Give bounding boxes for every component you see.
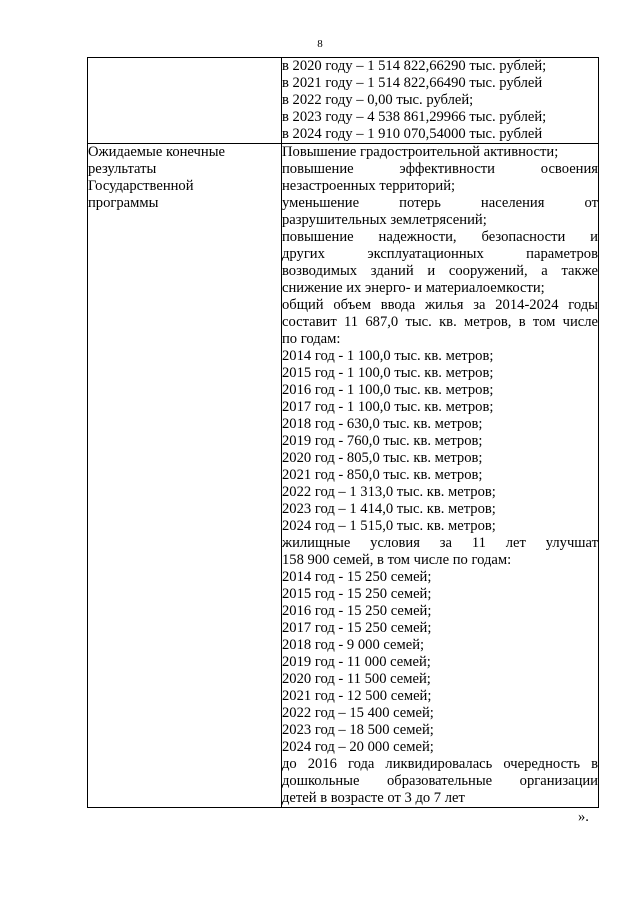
results-line: детей в возрасте от 3 до 7 лет: [282, 790, 465, 806]
results-line: 2014 год - 15 250 семей;: [282, 569, 432, 585]
results-line: 2015 год - 15 250 семей;: [282, 586, 432, 602]
results-label-line: Ожидаемые конечные: [88, 144, 225, 160]
funding-value-cell: [282, 58, 599, 144]
results-line: 2023 год – 1 414,0 тыс. кв. метров;: [282, 501, 496, 517]
funding-row: [88, 58, 599, 144]
results-label-line: результаты: [88, 161, 157, 177]
results-line: снижение их энерго- и материалоемкости;: [282, 280, 545, 296]
results-line: незастроенных территорий;: [282, 178, 456, 194]
closing-quote-mark: ».: [578, 809, 589, 825]
results-line: повышение надежности, безопасности и: [282, 229, 598, 245]
results-line: 2023 год – 18 500 семей;: [282, 722, 434, 738]
results-label-cell: [88, 144, 282, 808]
results-line: 2021 год - 850,0 тыс. кв. метров;: [282, 467, 483, 483]
funding-line: в 2021 году – 1 514 822,66490 тыс. рублей: [282, 75, 543, 91]
results-line: Повышение градостроительной активности;: [282, 144, 559, 160]
results-line: общий объем ввода жилья за 2014-2024 годы: [282, 297, 598, 313]
program-passport-table: [87, 57, 599, 808]
results-line: 2017 год - 1 100,0 тыс. кв. метров;: [282, 399, 494, 415]
results-line: 2020 год - 11 500 семей;: [282, 671, 431, 687]
funding-line: в 2024 году – 1 910 070,54000 тыс. рублей: [282, 126, 543, 142]
results-line: 2015 год - 1 100,0 тыс. кв. метров;: [282, 365, 494, 381]
results-line: других эксплуатационных параметров: [282, 246, 598, 262]
funding-line: в 2023 году – 4 538 861,29966 тыс. рублей;: [282, 109, 547, 125]
results-line: уменьшение потерь населения от: [282, 195, 598, 211]
results-label-line: программы: [88, 195, 159, 211]
results-line: 2014 год - 1 100,0 тыс. кв. метров;: [282, 348, 494, 364]
results-line: 2022 год – 1 313,0 тыс. кв. метров;: [282, 484, 496, 500]
results-line: 2018 год - 630,0 тыс. кв. метров;: [282, 416, 483, 432]
funding-label-cell: [88, 58, 282, 144]
results-line: 2020 год - 805,0 тыс. кв. метров;: [282, 450, 483, 466]
results-line: по годам:: [282, 331, 341, 347]
results-line: 2016 год - 15 250 семей;: [282, 603, 432, 619]
results-line: дошкольные образовательные организации: [282, 773, 598, 789]
results-line: 2024 год – 1 515,0 тыс. кв. метров;: [282, 518, 496, 534]
results-line: 2019 год - 760,0 тыс. кв. метров;: [282, 433, 483, 449]
funding-line: в 2022 году – 0,00 тыс. рублей;: [282, 92, 474, 108]
results-line: 2024 год – 20 000 семей;: [282, 739, 434, 755]
results-value-cell: [282, 144, 599, 808]
results-line: до 2016 года ликвидировалась очередность в: [282, 756, 598, 772]
results-line: жилищные условия за 11 лет улучшат: [282, 535, 598, 551]
results-line: 2019 год - 11 000 семей;: [282, 654, 431, 670]
page-number: 8: [317, 38, 323, 50]
results-line: составит 11 687,0 тыс. кв. метров, в том числе: [282, 314, 598, 330]
results-line: 2022 год – 15 400 семей;: [282, 705, 434, 721]
results-row: [88, 144, 599, 808]
funding-line: в 2020 году – 1 514 822,66290 тыс. рублей;: [282, 58, 547, 74]
results-line: разрушительных землетрясений;: [282, 212, 487, 228]
results-line: 2017 год - 15 250 семей;: [282, 620, 432, 636]
results-line: повышение эффективности освоения: [282, 161, 598, 177]
results-line: возводимых зданий и сооружений, а также: [282, 263, 598, 279]
results-label-line: Государственной: [88, 178, 194, 194]
results-line: 158 900 семей, в том числе по годам:: [282, 552, 512, 568]
results-line: 2021 год - 12 500 семей;: [282, 688, 432, 704]
results-line: 2018 год - 9 000 семей;: [282, 637, 425, 653]
results-line: 2016 год - 1 100,0 тыс. кв. метров;: [282, 382, 494, 398]
